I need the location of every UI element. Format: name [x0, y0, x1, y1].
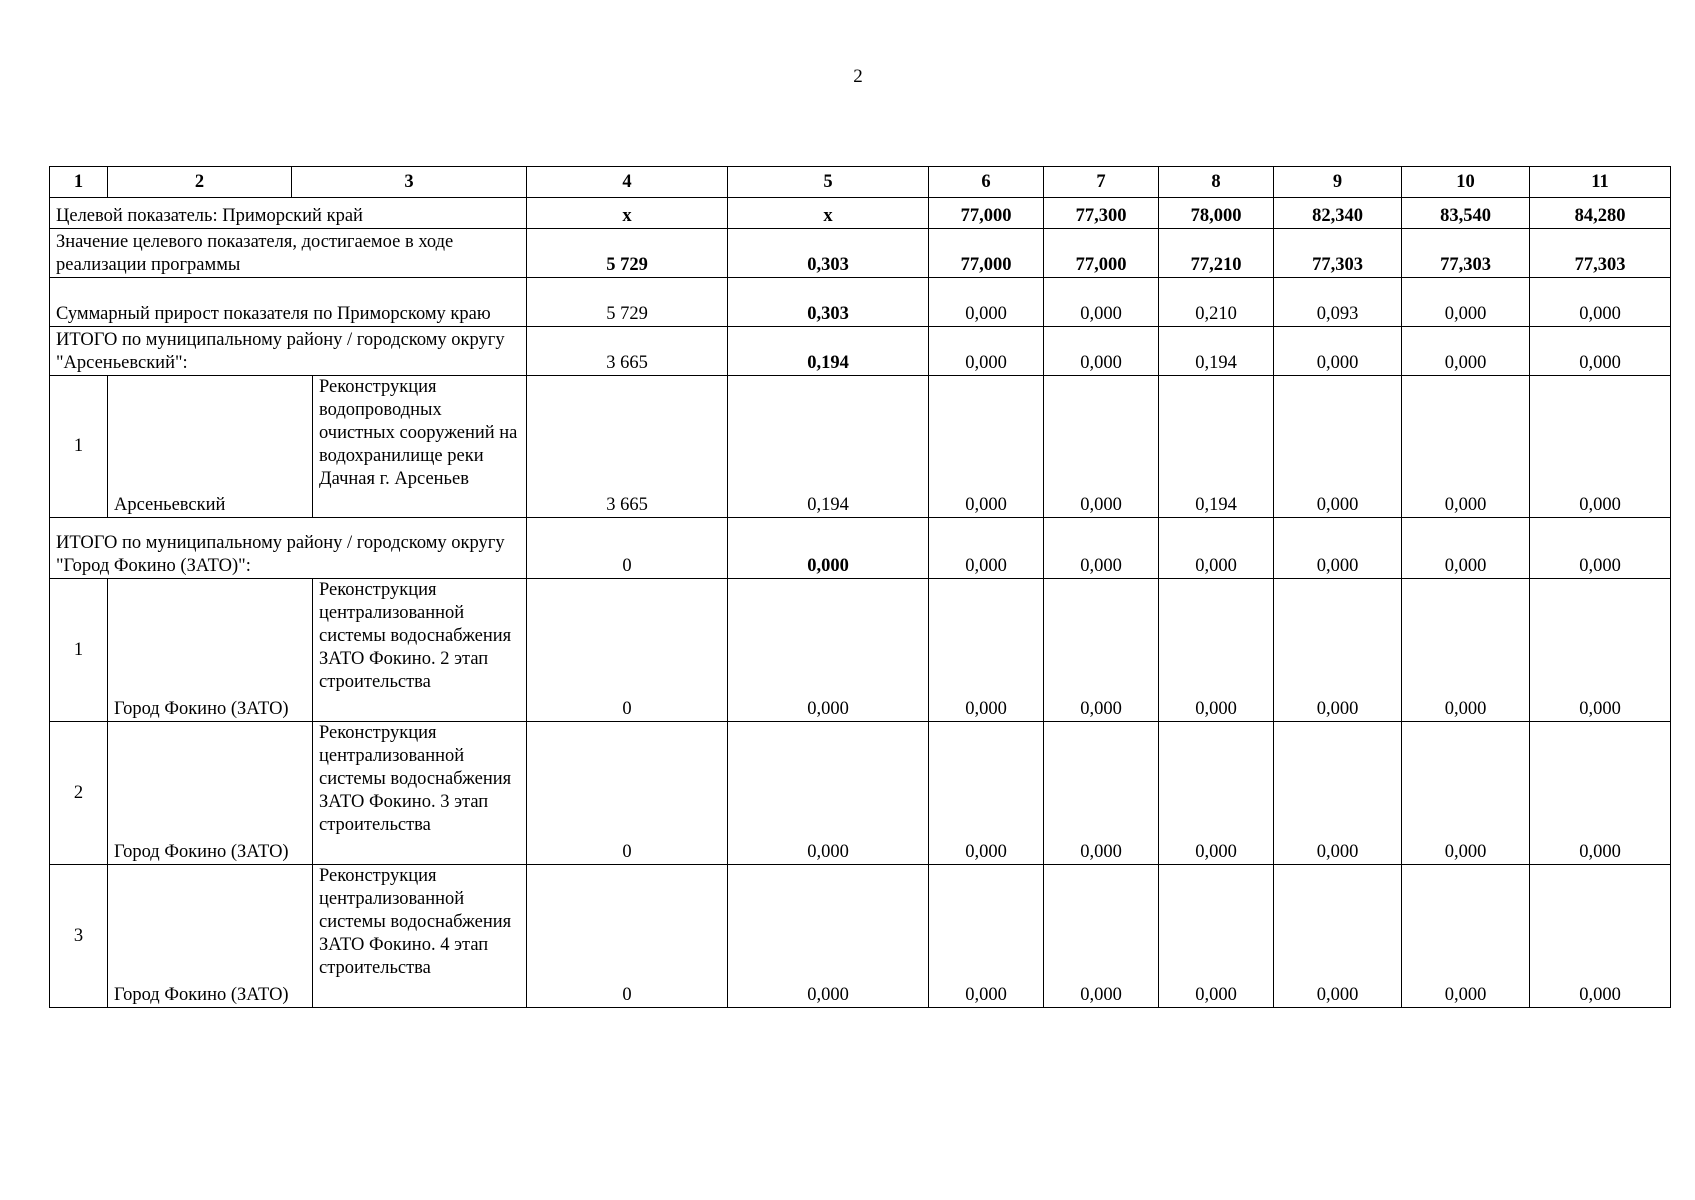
- value-cell: 5 729: [527, 229, 728, 278]
- total-increment-row: [50, 278, 1671, 327]
- value-cell: 0,000: [1402, 579, 1530, 722]
- value-cell: 0,000: [1044, 722, 1159, 865]
- table-body: [50, 167, 1671, 1008]
- indicator-table: [49, 166, 1671, 1008]
- municipality-cell: Город Фокино (ЗАТО): [108, 722, 313, 865]
- value-cell: 0,000: [1530, 518, 1671, 579]
- value-cell: 0,000: [728, 722, 929, 865]
- value-cell: 0,000: [1530, 579, 1671, 722]
- value-cell: 0: [527, 579, 728, 722]
- value-cell: 0,000: [929, 722, 1044, 865]
- value-cell: 3 665: [527, 376, 728, 518]
- value-cell: 3 665: [527, 327, 728, 376]
- value-cell: 77,303: [1530, 229, 1671, 278]
- row-label: Значение целевого показателя, достигаемое в ходе реализации программы: [50, 229, 527, 278]
- value-cell: 0,210: [1159, 278, 1274, 327]
- target-indicator-row: [50, 198, 1671, 229]
- value-cell: 0,000: [1274, 518, 1402, 579]
- value-cell: 0,000: [1530, 865, 1671, 1008]
- municipality-cell: Город Фокино (ЗАТО): [108, 579, 313, 722]
- header-cell: 4: [527, 167, 728, 198]
- value-cell: 0,000: [1530, 278, 1671, 327]
- header-cell: 8: [1159, 167, 1274, 198]
- object-row: [50, 865, 1671, 1008]
- value-cell: 0,000: [1159, 579, 1274, 722]
- value-cell: 0: [527, 722, 728, 865]
- value-cell: 0,000: [1274, 579, 1402, 722]
- value-cell: 0,000: [1402, 722, 1530, 865]
- header-cell: 10: [1402, 167, 1530, 198]
- value-cell: 0,000: [728, 579, 929, 722]
- value-cell: 0,000: [1402, 327, 1530, 376]
- value-cell: 0,000: [1402, 278, 1530, 327]
- municipality-cell: Арсеньевский: [108, 376, 313, 518]
- value-cell: 77,000: [1044, 229, 1159, 278]
- value-cell: 0,000: [929, 579, 1044, 722]
- value-cell: 5 729: [527, 278, 728, 327]
- object-row: [50, 579, 1671, 722]
- achieved-value-row: [50, 229, 1671, 278]
- value-cell: 0,000: [929, 518, 1044, 579]
- object-cell: Реконструкция централизованной системы водоснабжения ЗАТО Фокино. 4 этап строительства: [313, 865, 527, 1008]
- header-cell: 7: [1044, 167, 1159, 198]
- value-cell: 0,000: [1159, 722, 1274, 865]
- value-cell: 0,000: [1274, 865, 1402, 1008]
- row-label: Суммарный прирост показателя по Приморскому краю: [50, 278, 527, 327]
- page-number: 2: [853, 66, 863, 87]
- value-cell: 0,000: [1159, 518, 1274, 579]
- object-cell: Реконструкция централизованной системы водоснабжения ЗАТО Фокино. 3 этап строительства: [313, 722, 527, 865]
- value-cell: 0,303: [728, 229, 929, 278]
- value-cell: 0,000: [1044, 327, 1159, 376]
- value-cell: 0,000: [1044, 579, 1159, 722]
- object-row: [50, 376, 1671, 518]
- total-arsenyevsky-row: [50, 327, 1671, 376]
- value-cell: 0,000: [1530, 722, 1671, 865]
- header-cell: 11: [1530, 167, 1671, 198]
- value-cell: 77,300: [1044, 198, 1159, 229]
- object-cell: Реконструкция централизованной системы водоснабжения ЗАТО Фокино. 2 этап строительства: [313, 579, 527, 722]
- value-cell: 0,000: [1044, 518, 1159, 579]
- value-cell: 0,000: [1159, 865, 1274, 1008]
- value-cell: 0,000: [929, 327, 1044, 376]
- value-cell: 0,000: [1274, 722, 1402, 865]
- row-label: ИТОГО по муниципальному району / городскому округу "Город Фокино (ЗАТО)":: [50, 518, 527, 579]
- value-cell: 0,303: [728, 278, 929, 327]
- value-cell: x: [527, 198, 728, 229]
- value-cell: 0,000: [1044, 376, 1159, 518]
- row-label: ИТОГО по муниципальному району / городскому округу "Арсеньевский":: [50, 327, 527, 376]
- object-cell: Реконструкция водопроводных очистных сооружений на водохранилище реки Дачная г. Арсеньев: [313, 376, 527, 518]
- municipality-cell: Город Фокино (ЗАТО): [108, 865, 313, 1008]
- value-cell: 77,000: [929, 229, 1044, 278]
- value-cell: 0,000: [1044, 865, 1159, 1008]
- header-cell: 1: [50, 167, 108, 198]
- value-cell: 78,000: [1159, 198, 1274, 229]
- header-row: [50, 167, 1671, 198]
- value-cell: 82,340: [1274, 198, 1402, 229]
- value-cell: 0,000: [1530, 327, 1671, 376]
- header-cell: 3: [292, 167, 527, 198]
- value-cell: 0,093: [1274, 278, 1402, 327]
- row-label: Целевой показатель: Приморский край: [50, 198, 527, 229]
- value-cell: 83,540: [1402, 198, 1530, 229]
- value-cell: 0: [527, 518, 728, 579]
- value-cell: 0,000: [1274, 327, 1402, 376]
- value-cell: 0,194: [1159, 327, 1274, 376]
- value-cell: 0,000: [1402, 865, 1530, 1008]
- value-cell: x: [728, 198, 929, 229]
- value-cell: 0,000: [728, 518, 929, 579]
- value-cell: 77,000: [929, 198, 1044, 229]
- value-cell: 77,303: [1274, 229, 1402, 278]
- value-cell: 0,000: [1274, 376, 1402, 518]
- value-cell: 0,194: [728, 376, 929, 518]
- value-cell: 0,000: [929, 865, 1044, 1008]
- value-cell: 84,280: [1530, 198, 1671, 229]
- value-cell: 0,000: [728, 865, 929, 1008]
- value-cell: 77,210: [1159, 229, 1274, 278]
- value-cell: 0,000: [1530, 376, 1671, 518]
- value-cell: 0: [527, 865, 728, 1008]
- header-cell: 2: [108, 167, 292, 198]
- row-index: 1: [50, 579, 108, 722]
- object-row: [50, 722, 1671, 865]
- value-cell: 0,000: [1402, 518, 1530, 579]
- value-cell: 0,194: [1159, 376, 1274, 518]
- value-cell: 0,000: [1044, 278, 1159, 327]
- value-cell: 77,303: [1402, 229, 1530, 278]
- value-cell: 0,000: [929, 376, 1044, 518]
- total-fokino-row: [50, 518, 1671, 579]
- row-index: 3: [50, 865, 108, 1008]
- row-index: 1: [50, 376, 108, 518]
- header-cell: 6: [929, 167, 1044, 198]
- value-cell: 0,000: [929, 278, 1044, 327]
- header-cell: 9: [1274, 167, 1402, 198]
- row-index: 2: [50, 722, 108, 865]
- header-cell: 5: [728, 167, 929, 198]
- value-cell: 0,194: [728, 327, 929, 376]
- value-cell: 0,000: [1402, 376, 1530, 518]
